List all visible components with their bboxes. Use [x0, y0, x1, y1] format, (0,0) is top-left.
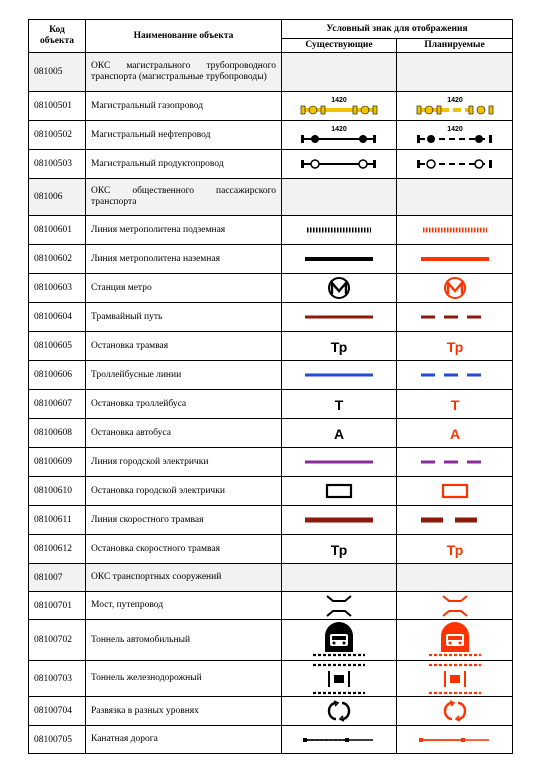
table-row [29, 477, 513, 506]
object-code: 08100702 [29, 620, 86, 661]
object-name: Развязка в разных уровнях [86, 697, 282, 726]
object-name: ОКС магистрального трубопроводного транспорта (магистральные трубопроводы) [86, 53, 282, 92]
trolleybus-line-icon [282, 365, 396, 385]
road-tunnel-icon [397, 622, 512, 658]
gas-pipeline-icon [397, 96, 512, 116]
planned-symbol [397, 361, 513, 390]
bus-stop-icon [397, 423, 512, 443]
table-row [29, 448, 513, 477]
group-row [29, 179, 513, 216]
object-name: Канатная дорога [86, 726, 282, 754]
table-row [29, 620, 513, 661]
existing-symbol [282, 92, 397, 121]
planned-symbol [397, 448, 513, 477]
svg-text:Тр: Тр [330, 542, 348, 558]
metro-underground-line-icon [397, 220, 512, 240]
object-code: 08100602 [29, 245, 86, 274]
object-name: Трамвайный путь [86, 303, 282, 332]
object-code: 08100601 [29, 216, 86, 245]
planned-symbol [397, 92, 513, 121]
table-row [29, 121, 513, 150]
existing-symbol [282, 506, 397, 535]
header-code: Код объекта [29, 20, 86, 53]
planned-symbol [397, 419, 513, 448]
planned-symbol [397, 592, 513, 620]
existing-symbol-empty [282, 564, 397, 592]
table-row [29, 661, 513, 697]
express-tram-stop-icon [397, 539, 512, 559]
table-row [29, 245, 513, 274]
planned-symbol [397, 245, 513, 274]
table-row [29, 592, 513, 620]
table-row [29, 92, 513, 121]
existing-symbol [282, 332, 397, 361]
existing-symbol [282, 390, 397, 419]
bridge-icon [397, 594, 512, 618]
object-name: Троллейбусные линии [86, 361, 282, 390]
group-row [29, 53, 513, 92]
metro-underground-line-icon [282, 220, 396, 240]
svg-text:Т: Т [334, 397, 344, 413]
oil-pipeline-icon [282, 125, 396, 145]
interchange-icon [282, 699, 396, 723]
svg-text:Тр: Тр [330, 339, 348, 355]
header-existing: Существующие [282, 39, 397, 53]
planned-symbol [397, 535, 513, 564]
suburban-line-icon [282, 452, 396, 472]
table-row [29, 274, 513, 303]
bus-stop-icon [282, 423, 396, 443]
metro-surface-line-icon [397, 249, 512, 269]
object-code: 08100608 [29, 419, 86, 448]
table-row [29, 419, 513, 448]
planned-symbol [397, 506, 513, 535]
object-name: Линия метрополитена подземная [86, 216, 282, 245]
trolleybus-line-icon [397, 365, 512, 385]
suburban-stop-icon [282, 481, 396, 501]
table-row [29, 216, 513, 245]
existing-symbol [282, 419, 397, 448]
planned-symbol [397, 332, 513, 361]
suburban-stop-icon [397, 481, 512, 501]
metro-surface-line-icon [282, 249, 396, 269]
object-name: Остановка городской электрички [86, 477, 282, 506]
table-row [29, 361, 513, 390]
metro-station-icon [397, 276, 512, 300]
existing-symbol-empty [282, 179, 397, 216]
express-tram-line-icon [282, 510, 396, 530]
existing-symbol [282, 448, 397, 477]
table-row [29, 332, 513, 361]
object-name: Линия скоростного трамвая [86, 506, 282, 535]
object-name: Остановка трамвая [86, 332, 282, 361]
object-code: 08100705 [29, 726, 86, 754]
express-tram-stop-icon [282, 539, 396, 559]
planned-symbol [397, 274, 513, 303]
existing-symbol [282, 216, 397, 245]
object-code: 08100607 [29, 390, 86, 419]
product-pipeline-icon [397, 154, 512, 174]
object-name: Тоннель железнодорожный [86, 661, 282, 697]
cable-car-icon [397, 730, 512, 750]
existing-symbol [282, 303, 397, 332]
planned-symbol [397, 661, 513, 697]
cable-car-icon [282, 730, 396, 750]
planned-symbol [397, 303, 513, 332]
legend-table [28, 19, 513, 754]
svg-text:Т: Т [450, 397, 459, 413]
object-code: 08100606 [29, 361, 86, 390]
tram-track-icon [397, 307, 512, 327]
header-name: Наименование объекта [86, 20, 282, 53]
object-name: Мост, путепровод [86, 592, 282, 620]
svg-text:Тр: Тр [446, 339, 463, 355]
object-name: ОКС транспортных сооружений [86, 564, 282, 592]
existing-symbol-empty [282, 53, 397, 92]
object-name: Линия метрополитена наземная [86, 245, 282, 274]
existing-symbol [282, 661, 397, 697]
object-code: 081007 [29, 564, 86, 592]
object-code: 08100610 [29, 477, 86, 506]
object-code: 08100611 [29, 506, 86, 535]
road-tunnel-icon [282, 622, 396, 658]
svg-text:А: А [449, 426, 460, 442]
object-code: 08100605 [29, 332, 86, 361]
oil-pipeline-icon [397, 125, 512, 145]
planned-symbol [397, 150, 513, 179]
tram-stop-icon [397, 336, 512, 356]
trolleybus-stop-icon [282, 394, 396, 414]
planned-symbol [397, 726, 513, 754]
table-row [29, 697, 513, 726]
existing-symbol [282, 535, 397, 564]
object-name: Линия городской электрички [86, 448, 282, 477]
group-row [29, 564, 513, 592]
svg-text:1420: 1420 [331, 97, 347, 104]
existing-symbol [282, 361, 397, 390]
planned-symbol [397, 121, 513, 150]
object-code: 08100603 [29, 274, 86, 303]
planned-symbol [397, 390, 513, 419]
existing-symbol [282, 245, 397, 274]
table-row [29, 150, 513, 179]
svg-text:1420: 1420 [446, 97, 463, 104]
object-name: Остановка троллейбуса [86, 390, 282, 419]
svg-text:1420: 1420 [446, 126, 463, 133]
interchange-icon [397, 699, 512, 723]
planned-symbol [397, 216, 513, 245]
object-code: 08100704 [29, 697, 86, 726]
product-pipeline-icon [282, 154, 396, 174]
object-code: 081006 [29, 179, 86, 216]
rail-tunnel-icon [282, 663, 396, 695]
object-code: 08100612 [29, 535, 86, 564]
planned-symbol-empty [397, 53, 513, 92]
object-code: 08100609 [29, 448, 86, 477]
planned-symbol-empty [397, 564, 513, 592]
object-name: Магистральный продуктопровод [86, 150, 282, 179]
table-row [29, 535, 513, 564]
header-symbol: Условный знак для отображения [282, 20, 513, 39]
gas-pipeline-icon [282, 96, 396, 116]
object-code: 08100501 [29, 92, 86, 121]
object-code: 08100701 [29, 592, 86, 620]
object-code: 081005 [29, 53, 86, 92]
svg-text:Тр: Тр [446, 542, 463, 558]
existing-symbol [282, 620, 397, 661]
rail-tunnel-icon [397, 663, 512, 695]
existing-symbol [282, 150, 397, 179]
existing-symbol [282, 592, 397, 620]
table-row [29, 506, 513, 535]
object-name: ОКС общественного пассажирского транспорта [86, 179, 282, 216]
bridge-icon [282, 594, 396, 618]
svg-text:А: А [333, 426, 345, 442]
existing-symbol [282, 121, 397, 150]
table-row [29, 726, 513, 754]
existing-symbol [282, 274, 397, 303]
object-name: Остановка автобуса [86, 419, 282, 448]
planned-symbol [397, 620, 513, 661]
planned-symbol [397, 697, 513, 726]
suburban-line-icon [397, 452, 512, 472]
planned-symbol-empty [397, 179, 513, 216]
svg-text:1420: 1420 [331, 126, 347, 133]
tram-track-icon [282, 307, 396, 327]
object-name: Остановка скоростного трамвая [86, 535, 282, 564]
object-name: Тоннель автомобильный [86, 620, 282, 661]
object-code: 08100703 [29, 661, 86, 697]
object-name: Станция метро [86, 274, 282, 303]
existing-symbol [282, 726, 397, 754]
metro-station-icon [282, 276, 396, 300]
object-code: 08100502 [29, 121, 86, 150]
express-tram-line-icon [397, 510, 512, 530]
trolleybus-stop-icon [397, 394, 512, 414]
existing-symbol [282, 477, 397, 506]
table-row [29, 303, 513, 332]
object-code: 08100503 [29, 150, 86, 179]
header-planned: Планируемые [397, 39, 513, 53]
object-code: 08100604 [29, 303, 86, 332]
object-name: Магистральный газопровод [86, 92, 282, 121]
planned-symbol [397, 477, 513, 506]
existing-symbol [282, 697, 397, 726]
table-row [29, 390, 513, 419]
tram-stop-icon [282, 336, 396, 356]
object-name: Магистральный нефтепровод [86, 121, 282, 150]
